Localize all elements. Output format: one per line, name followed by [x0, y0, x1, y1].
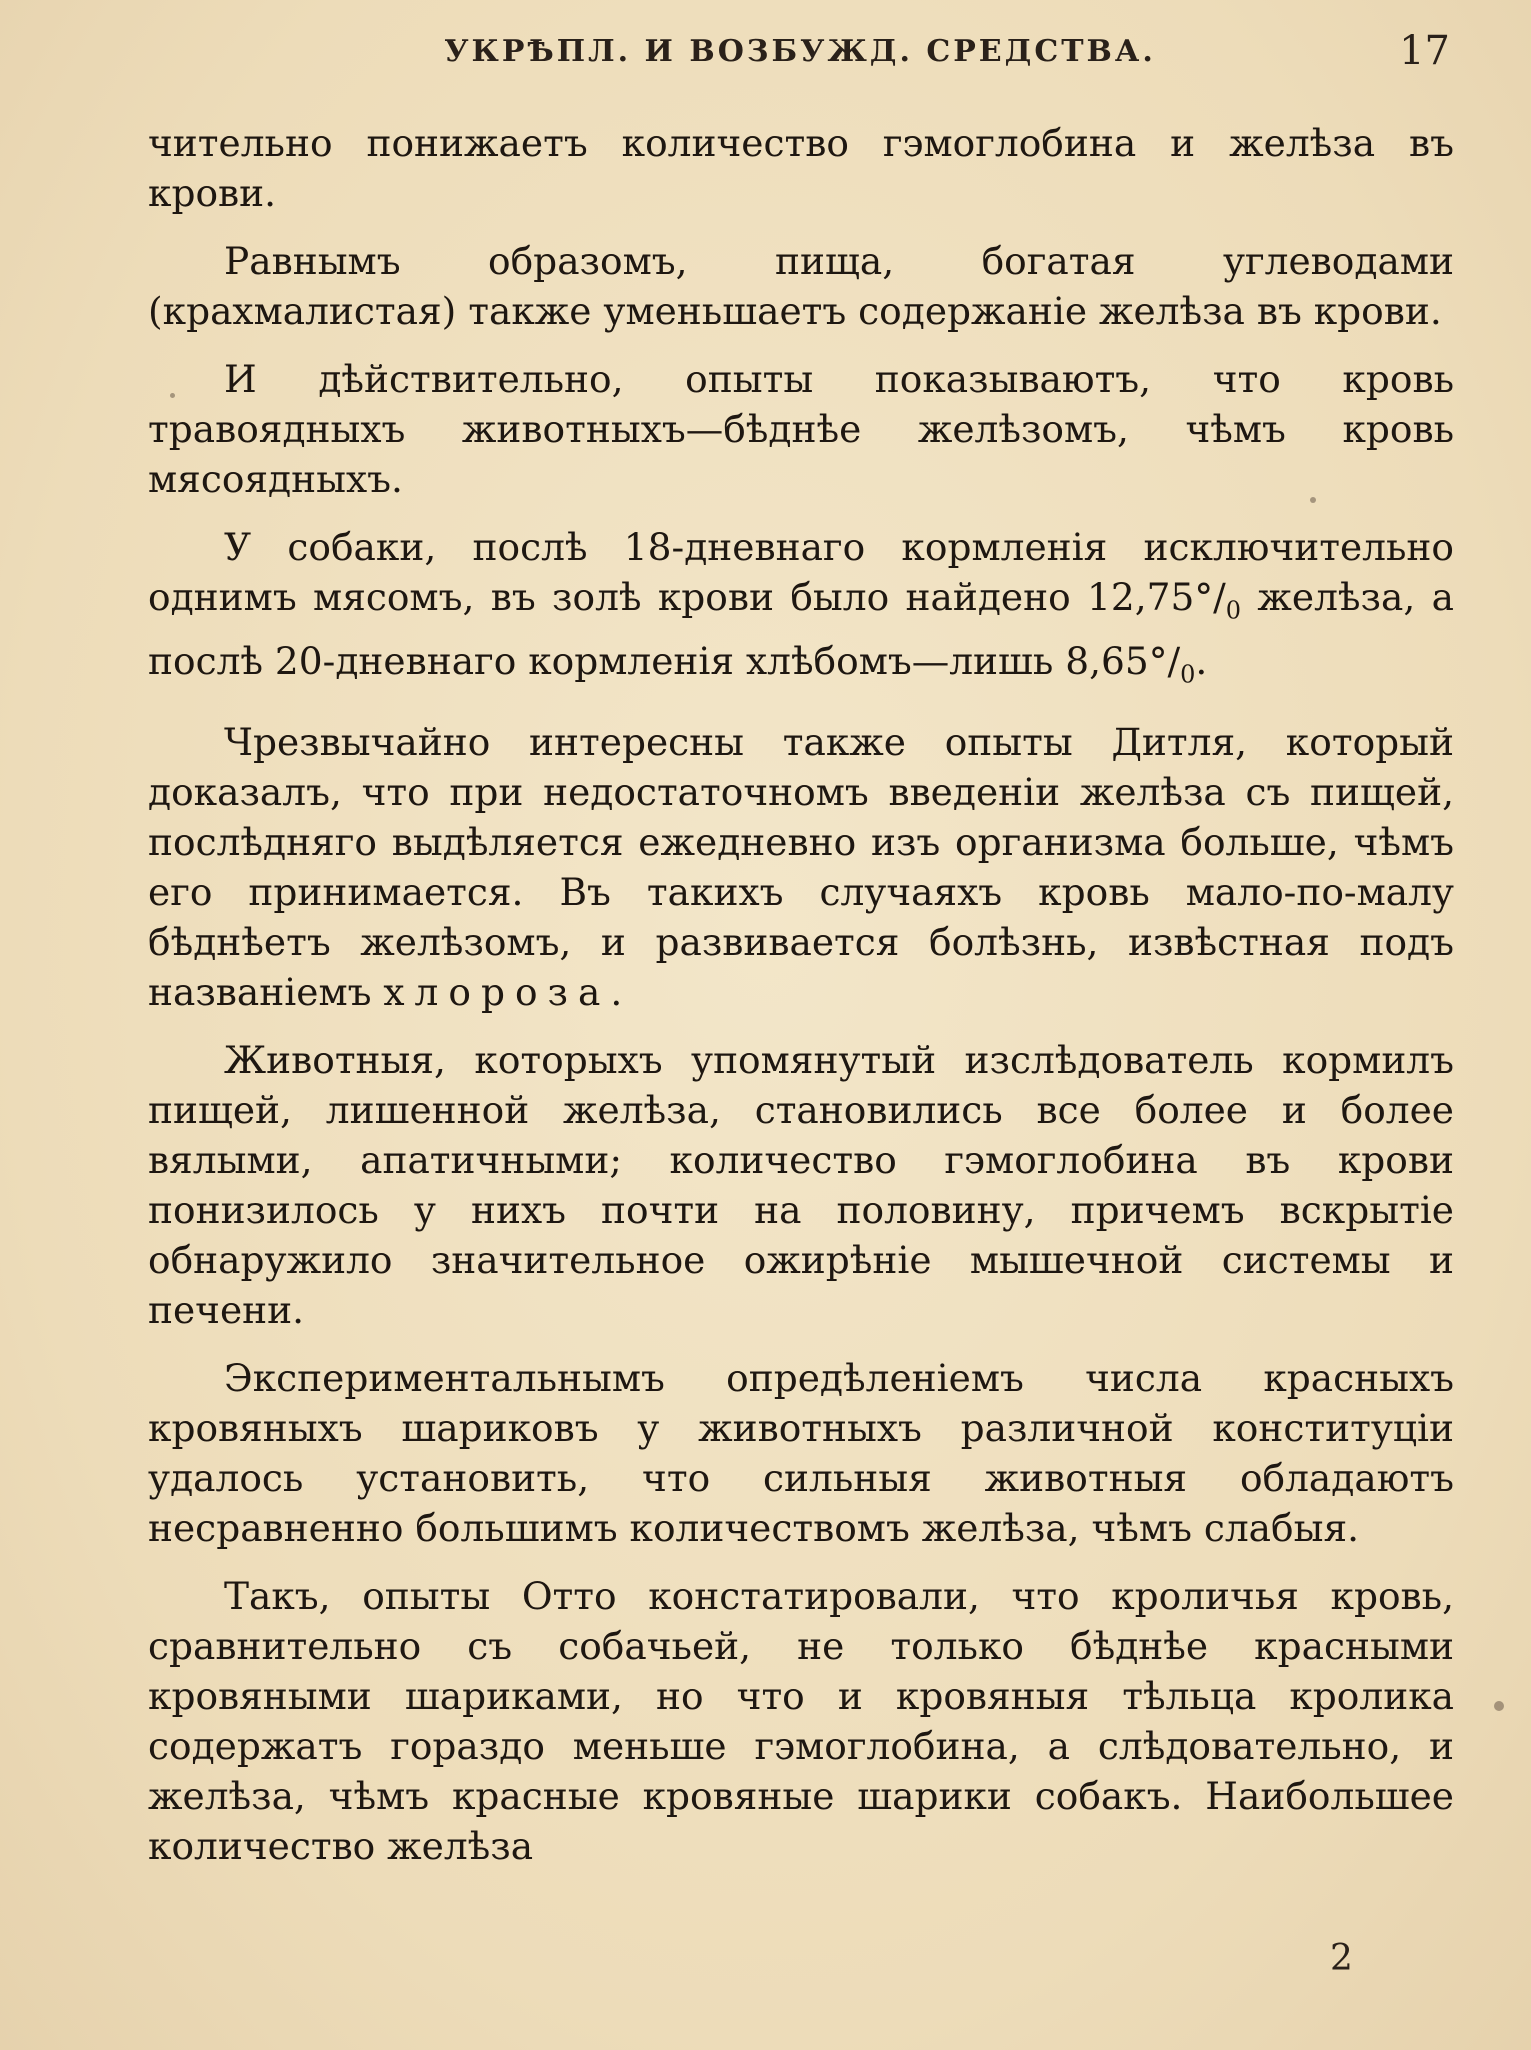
paragraph-6: Животныя, которыхъ упомянутый изслѣдователь кормилъ пищей, лишенной желѣза, становились все более и более вялыми, апатичными; количество гэмоглобина въ крови понизилось у нихъ почти на половину, причемъ вскрытіе обнаружило значительное ожирѣніе мышечной системы и печени.	[148, 1038, 1454, 1332]
percent-subscript-2: 0	[1180, 660, 1196, 688]
paragraph-3: И дѣйствительно, опыты показываютъ, что кровь травоядныхъ животныхъ—бѣднѣе желѣзомъ, чѣмъ кровь мясоядныхъ.	[148, 357, 1454, 501]
paragraph-4	[148, 522, 1454, 699]
paragraph-4-text-b: желѣза, а послѣ 20-дневнаго кормленія хлѣбомъ—лишь 8,65	[148, 575, 1454, 683]
percent-sign-2: °/	[1148, 638, 1181, 683]
running-head	[150, 28, 1450, 88]
paragraph-5-text-a: Чрезвычайно интересны также опыты Дитля, который доказалъ, что при недостаточномъ введеніи желѣза съ пищей, послѣдняго выдѣляется ежедневно изъ организма больше, чѣмъ его принимается. Въ такихъ случаяхъ кровь мало-по-малу бѣднѣетъ желѣзомъ, и развивается болѣзнь, извѣстная подъ названіемъ	[148, 720, 1454, 1014]
body-text	[148, 118, 1454, 1889]
paragraph-2: Равнымъ образомъ, пища, богатая углеводами (крахмалистая) также уменьшаетъ содержаніе желѣза въ крови.	[148, 239, 1454, 333]
paragraph-7: Экспериментальнымъ опредѣленіемъ числа красныхъ кровяныхъ шариковъ у животныхъ различной конституціи удалось установить, что сильныя животныя обладаютъ несравненно большимъ количествомъ желѣза, чѣмъ слабыя.	[148, 1356, 1454, 1550]
page-number: 17	[1399, 28, 1450, 74]
paragraph-5-text-b: .	[610, 970, 623, 1014]
paragraph-1: чительно понижаетъ количество гэмоглобина и желѣза въ крови.	[148, 121, 1454, 215]
signature-mark: 2	[1330, 1938, 1353, 1979]
paper-speck	[1310, 497, 1316, 503]
spaced-term: хлороза	[383, 970, 611, 1014]
paper-speck	[170, 393, 175, 398]
paper-speck	[1494, 1701, 1504, 1711]
paragraph-4-text-c: .	[1195, 638, 1208, 683]
percent-sign-1: °/	[1194, 575, 1226, 619]
paragraph-5	[148, 717, 1454, 1017]
running-title: УКРѢПЛ. И ВОЗБУЖД. СРЕДСТВА.	[444, 34, 1156, 69]
paragraph-8: Такъ, опыты Отто констатировали, что кроличья кровь, сравнительно съ собачьей, не только бѣднѣе красными кровяными шариками, но что и кровяныя тѣльца кролика содержатъ гораздо меньше гэмоглобина, а слѣдовательно, и желѣза, чѣмъ красные кровяные шарики собакъ. Наибольшее количество желѣза	[148, 1574, 1454, 1868]
percent-subscript-1: 0	[1225, 596, 1242, 625]
paragraph-4-text-a: У собаки, послѣ 18-дневнаго кормленія исключительно однимъ мясомъ, въ золѣ крови было найдено 12,75	[148, 525, 1454, 619]
